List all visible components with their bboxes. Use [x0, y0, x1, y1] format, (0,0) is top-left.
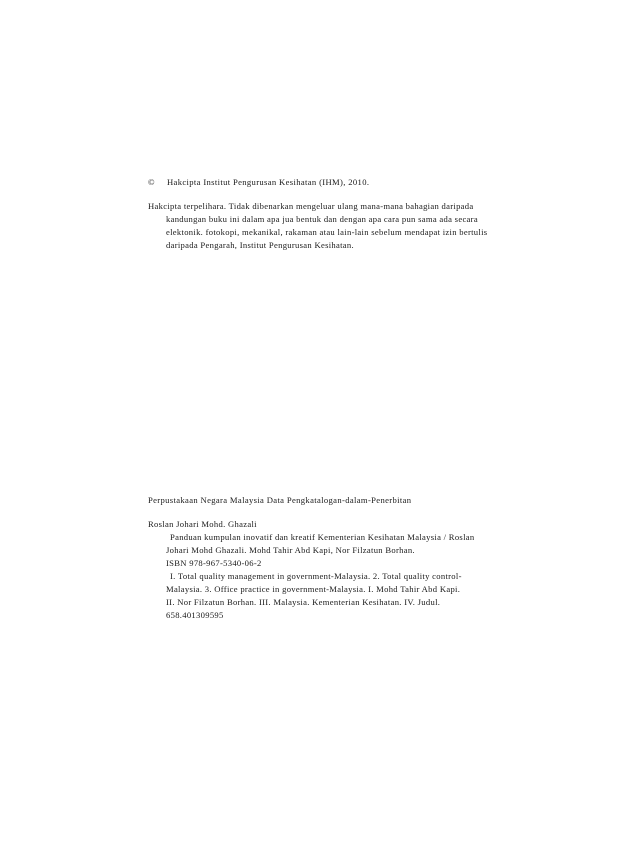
cip-record — [148, 518, 508, 622]
rights-line: daripada Pengarah, Institut Pengurusan Kesihatan. — [166, 240, 354, 250]
cip-author: Roslan Johari Mohd. Ghazali — [148, 519, 257, 529]
rights-line: Hakcipta terpelihara. Tidak dibenarkan mengeluar ulang mana-mana bahagian daripada — [148, 201, 474, 211]
cip-line: Johari Mohd Ghazali. Mohd Tahir Abd Kapi, Nor Filzatun Borhan. — [166, 545, 415, 555]
rights-line: kandungan buku ini dalam apa jua bentuk dan dengan apa cara pun sama ada secara — [166, 214, 478, 224]
cip-classification: 658.401309595 — [166, 610, 224, 620]
copyright-text: Hakcipta Institut Pengurusan Kesihatan (IHM), 2010. — [167, 177, 370, 187]
cip-line: II. Nor Filzatun Borhan. III. Malaysia. Kementerian Kesihatan. IV. Judul. — [166, 597, 441, 607]
cip-isbn: ISBN 978-967-5340-06-2 — [166, 558, 262, 568]
copyright-symbol: © — [148, 177, 155, 187]
cip-line: Panduan kumpulan inovatif dan kreatif Kementerian Kesihatan Malaysia / Roslan — [170, 532, 475, 542]
cip-heading: Perpustakaan Negara Malaysia Data Pengkatalogan-dalam-Penerbitan — [148, 495, 412, 505]
rights-line: elektonik. fotokopi, mekanikal, rakaman atau lain-lain sebelum mendapat izin bertulis — [166, 227, 488, 237]
copyright-line — [148, 177, 369, 187]
cip-line: Malaysia. 3. Office practice in government-Malaysia. I. Mohd Tahir Abd Kapi. — [166, 584, 461, 594]
rights-notice — [148, 200, 498, 252]
cip-line: I. Total quality management in government-Malaysia. 2. Total quality control- — [170, 571, 462, 581]
